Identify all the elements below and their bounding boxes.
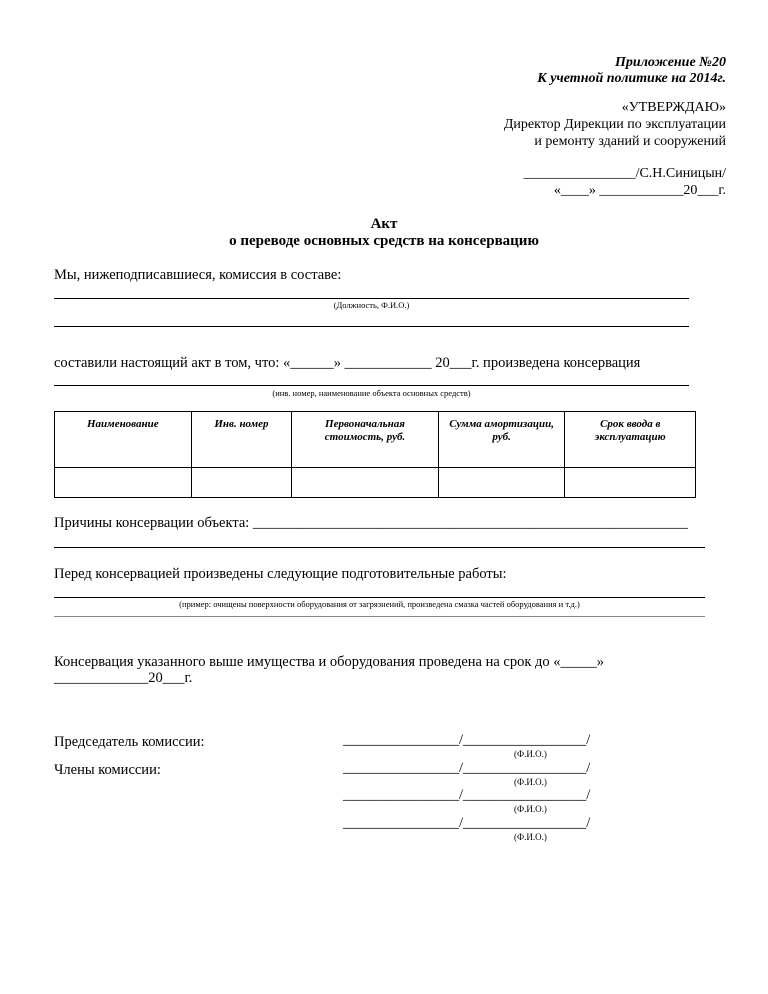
header-inventory-number: Инв. номер bbox=[191, 412, 292, 468]
header-initial-cost: Первоначальная стоимость, руб. bbox=[292, 412, 438, 468]
table-cell bbox=[438, 468, 565, 498]
act-statement: составили настоящий акт в том, что: «______» ____________ 20___г. произведена консервация bbox=[54, 355, 641, 371]
assets-table bbox=[54, 411, 696, 498]
table-cell bbox=[191, 468, 292, 498]
reasons-line bbox=[54, 547, 705, 548]
accounting-policy: К учетной политике на 2014г. bbox=[537, 71, 726, 86]
member1-sign-line: ________________/_________________/ bbox=[343, 760, 591, 776]
header-depreciation: Сумма амортизации, руб. bbox=[438, 412, 565, 468]
doc-title: Акт bbox=[370, 216, 398, 232]
reasons-label: Причины консервации объекта: ____________________________________________________________ bbox=[54, 515, 688, 531]
table-cell bbox=[292, 468, 438, 498]
act-object-line bbox=[54, 385, 689, 386]
chairman-name-caption: (Ф.И.О.) bbox=[514, 749, 547, 759]
chairman-label: Председатель комиссии: bbox=[54, 734, 205, 750]
approve-stamp: «УТВЕРЖДАЮ» bbox=[621, 100, 726, 115]
doc-subtitle: о переводе основных средств на консервацию bbox=[229, 233, 539, 249]
table-header-row bbox=[55, 412, 696, 468]
commission-line-1 bbox=[54, 298, 689, 299]
prep-label: Перед консервацией произведены следующие подготовительные работы: bbox=[54, 566, 507, 582]
prep-line-1 bbox=[54, 597, 705, 598]
director-title-line2: и ремонту зданий и сооружений bbox=[534, 134, 726, 149]
members-label: Члены комиссии: bbox=[54, 762, 161, 778]
approval-date: «____» ____________20___г. bbox=[553, 183, 726, 198]
period-line2: _____________20___г. bbox=[54, 670, 193, 686]
appendix-number: Приложение №20 bbox=[615, 55, 726, 70]
member3-sign-line: ________________/_________________/ bbox=[343, 815, 591, 831]
period-line1: Консервация указанного выше имущества и оборудования проведена на срок до «_____» bbox=[54, 654, 605, 670]
chairman-sign-line: ________________/_________________/ bbox=[343, 732, 591, 748]
director-title-line1: Директор Дирекции по эксплуатации bbox=[503, 117, 726, 132]
member2-sign-line: ________________/_________________/ bbox=[343, 787, 591, 803]
prep-caption: (пример: очищены поверхности оборудования от загрязнений, произведена смазка частей оборудования и т.д.) bbox=[179, 599, 580, 609]
commission-caption: (Должность, Ф.И.О.) bbox=[333, 300, 410, 310]
table-cell bbox=[55, 468, 192, 498]
table-cell bbox=[565, 468, 696, 498]
prep-line-2 bbox=[54, 616, 705, 617]
commission-intro: Мы, нижеподписавшиеся, комиссия в составе: bbox=[54, 267, 342, 283]
table-row bbox=[55, 468, 696, 498]
act-caption: (инв. номер, наименование объекта основных средств) bbox=[272, 388, 471, 398]
director-signature: ________________/С.Н.Синицын/ bbox=[523, 166, 726, 181]
header-commission-date: Срок ввода в эксплуатацию bbox=[565, 412, 696, 468]
header-name: Наименование bbox=[55, 412, 192, 468]
member2-name-caption: (Ф.И.О.) bbox=[514, 804, 547, 814]
member1-name-caption: (Ф.И.О.) bbox=[514, 777, 547, 787]
commission-line-2 bbox=[54, 326, 689, 327]
member3-name-caption: (Ф.И.О.) bbox=[514, 832, 547, 842]
